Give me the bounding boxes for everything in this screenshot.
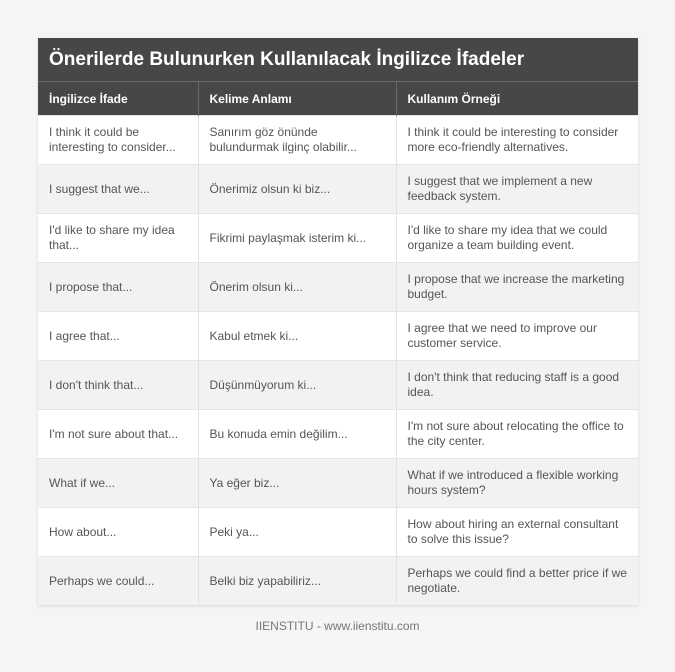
word-meaning-cell: Sanırım göz önünde bulundurmak ilginç olabilir... bbox=[198, 116, 396, 165]
usage-example-cell: How about hiring an external consultant to solve this issue? bbox=[396, 508, 638, 557]
english-phrase-cell: I propose that... bbox=[38, 263, 198, 312]
table-row bbox=[38, 361, 638, 410]
table-row bbox=[38, 116, 638, 165]
usage-example-cell: I propose that we increase the marketing budget. bbox=[396, 263, 638, 312]
usage-example-cell: What if we introduced a flexible working hours system? bbox=[396, 459, 638, 508]
usage-example-cell: I agree that we need to improve our customer service. bbox=[396, 312, 638, 361]
english-phrase-cell: I don't think that... bbox=[38, 361, 198, 410]
usage-example-cell: I'd like to share my idea that we could organize a team building event. bbox=[396, 214, 638, 263]
table-row bbox=[38, 508, 638, 557]
english-phrase-cell: I'd like to share my idea that... bbox=[38, 214, 198, 263]
table-row bbox=[38, 557, 638, 606]
footer-credit: IIENSTITU - www.iienstitu.com bbox=[255, 619, 420, 633]
word-meaning-cell: Bu konuda emin değilim... bbox=[198, 410, 396, 459]
english-phrase-cell: What if we... bbox=[38, 459, 198, 508]
usage-example-cell: I think it could be interesting to consider more eco-friendly alternatives. bbox=[396, 116, 638, 165]
english-phrase-cell: I agree that... bbox=[38, 312, 198, 361]
word-meaning-cell: Kabul etmek ki... bbox=[198, 312, 396, 361]
word-meaning-cell: Fikrimi paylaşmak isterim ki... bbox=[198, 214, 396, 263]
english-phrase-cell: Perhaps we could... bbox=[38, 557, 198, 606]
phrases-table-card bbox=[38, 38, 638, 605]
usage-example-cell: Perhaps we could find a better price if we negotiate. bbox=[396, 557, 638, 606]
table-row bbox=[38, 312, 638, 361]
english-phrase-cell: How about... bbox=[38, 508, 198, 557]
column-header-usage-example: Kullanım Örneği bbox=[396, 82, 638, 116]
word-meaning-cell: Önerim olsun ki... bbox=[198, 263, 396, 312]
word-meaning-cell: Önerimiz olsun ki biz... bbox=[198, 165, 396, 214]
column-header-word-meaning: Kelime Anlamı bbox=[198, 82, 396, 116]
english-phrase-cell: I think it could be interesting to consider... bbox=[38, 116, 198, 165]
english-phrase-cell: I'm not sure about that... bbox=[38, 410, 198, 459]
table-row bbox=[38, 165, 638, 214]
usage-example-cell: I suggest that we implement a new feedback system. bbox=[396, 165, 638, 214]
table-row bbox=[38, 214, 638, 263]
table-row bbox=[38, 459, 638, 508]
english-phrase-cell: I suggest that we... bbox=[38, 165, 198, 214]
word-meaning-cell: Ya eğer biz... bbox=[198, 459, 396, 508]
table-title: Önerilerde Bulunurken Kullanılacak İngilizce İfadeler bbox=[38, 38, 638, 82]
column-header-english-phrase: İngilizce İfade bbox=[38, 82, 198, 116]
usage-example-cell: I'm not sure about relocating the office to the city center. bbox=[396, 410, 638, 459]
usage-example-cell: I don't think that reducing staff is a good idea. bbox=[396, 361, 638, 410]
word-meaning-cell: Düşünmüyorum ki... bbox=[198, 361, 396, 410]
phrases-table bbox=[38, 82, 638, 605]
word-meaning-cell: Belki biz yapabiliriz... bbox=[198, 557, 396, 606]
table-header-row bbox=[38, 82, 638, 116]
word-meaning-cell: Peki ya... bbox=[198, 508, 396, 557]
table-row bbox=[38, 410, 638, 459]
table-row bbox=[38, 263, 638, 312]
